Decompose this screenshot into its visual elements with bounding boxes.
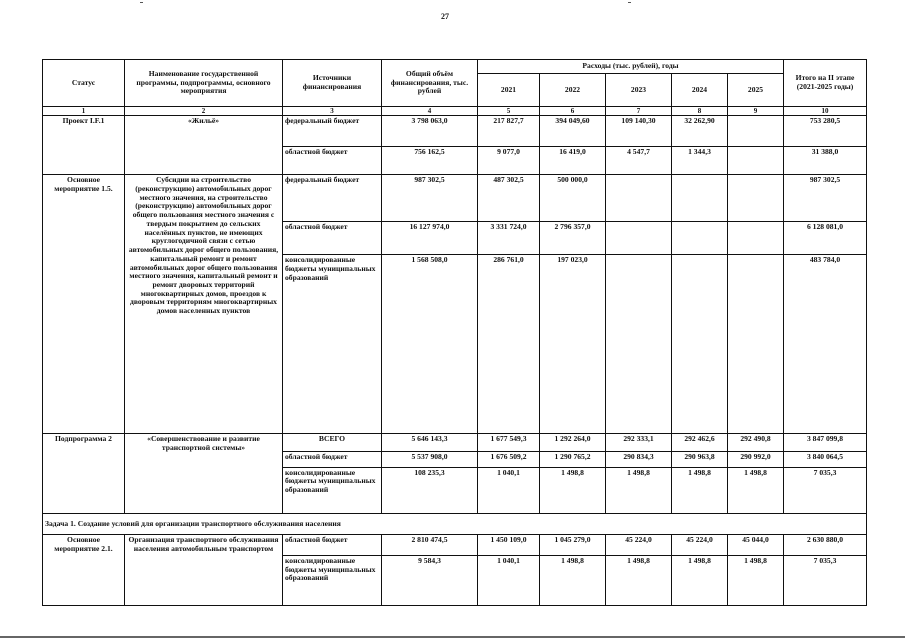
row-total: 1 568 508,0 [382,255,478,434]
row-2023: 290 834,3 [606,451,672,467]
row-2024: 290 963,8 [672,451,728,467]
row-2023 [606,222,672,255]
row-2022: 16 419,0 [540,147,606,175]
row-2022: 2 796 357,0 [540,222,606,255]
row-total: 987 302,5 [382,175,478,222]
row-2024: 1 498,8 [672,555,728,605]
row-2025 [728,255,784,434]
row-stage-total: 3 840 064,5 [784,451,867,467]
financing-table [42,59,867,606]
row-2025 [728,175,784,222]
row-2024: 292 462,6 [672,434,728,452]
row-stage-total: 6 128 081,0 [784,222,867,255]
page-number: 27 [441,12,449,21]
row-2021: 9 077,0 [478,147,540,175]
header-year-2021: 2021 [478,74,540,107]
row-source: областной бюджет [283,147,382,175]
col-number: 1 [43,107,125,116]
row-2024: 1 498,8 [672,467,728,514]
row-total: 3 798 063,0 [382,116,478,147]
row-2022: 1 498,8 [540,555,606,605]
row-stage-total: 3 847 099,8 [784,434,867,452]
row-source: консолидированные бюджеты муниципальных образований [283,555,382,605]
row-stage-total: 483 784,0 [784,255,867,434]
row-2021: 487 302,5 [478,175,540,222]
row-2024 [672,255,728,434]
header-sources: Источники финансирования [283,60,382,107]
row-2023: 109 140,30 [606,116,672,147]
row-total: 9 584,3 [382,555,478,605]
header-year-2024: 2024 [672,74,728,107]
row-name: Организация транспортного обслуживания населения автомобильным транспортом [125,535,283,606]
row-total: 5 537 908,0 [382,451,478,467]
row-2022: 394 049,60 [540,116,606,147]
header-name: Наименование государственной программы, подпрограммы, основного мероприятия [125,60,283,107]
task-heading: Задача 1. Создание условий для организации транспортного обслуживания населения [43,514,867,535]
col-number: 2 [125,107,283,116]
col-number: 6 [540,107,606,116]
row-2025: 1 498,8 [728,467,784,514]
row-source: областной бюджет [283,451,382,467]
row-status: Основное мероприятие 1.5. [43,175,125,434]
table-row [43,116,867,147]
scan-edge-line [0,636,905,638]
row-stage-total: 7 035,3 [784,555,867,605]
row-status: Основное мероприятие 2.1. [43,535,125,606]
table-row [43,175,867,222]
row-2023: 45 224,0 [606,535,672,556]
row-2023: 1 498,8 [606,467,672,514]
row-source: областной бюджет [283,535,382,556]
row-2023: 4 547,7 [606,147,672,175]
row-2023 [606,175,672,222]
row-stage-total: 31 388,0 [784,147,867,175]
row-stage-total: 987 302,5 [784,175,867,222]
row-status: Подпрограмма 2 [43,434,125,514]
row-stage-total: 2 630 880,0 [784,535,867,556]
row-2025 [728,116,784,147]
col-number: 10 [784,107,867,116]
row-2025: 45 044,0 [728,535,784,556]
row-source: областной бюджет [283,222,382,255]
row-stage-total: 7 035,3 [784,467,867,514]
row-2023: 292 333,1 [606,434,672,452]
row-2025: 290 992,0 [728,451,784,467]
header-total: Общий объём финансирования, тыс. рублей [382,60,478,107]
row-2021: 1 040,1 [478,467,540,514]
row-total: 16 127 974,0 [382,222,478,255]
row-2024 [672,222,728,255]
row-2021: 286 761,0 [478,255,540,434]
row-2024: 45 224,0 [672,535,728,556]
row-2024 [672,175,728,222]
col-number: 9 [728,107,784,116]
col-number: 4 [382,107,478,116]
col-number: 8 [672,107,728,116]
header-stage-total: Итого на II этапе (2021-2025 годы) [784,60,867,107]
header-year-2023: 2023 [606,74,672,107]
row-2022: 197 023,0 [540,255,606,434]
row-2022: 1 292 264,0 [540,434,606,452]
row-total: 5 646 143,3 [382,434,478,452]
row-stage-total: 753 280,5 [784,116,867,147]
row-2025: 1 498,8 [728,555,784,605]
row-name: Субсидии на строительство (реконструкцию) автомобильных дорог местного значения, на строительство (реконструкцию) автомобильных дорог общего пользования местного значения с твердым покрытием до сельских населённых пунктов, не имеющих круглогодичной связи с сетью автомобильных дорог общего пользования, капитальный ремонт и ремонт автомобильных дорог общего пользования местного значения, капитальный ремонт и ремонт дворовых территорий многоквартирных домов, проездов к дворовым территориям многоквартирных домов населенных пунктов [125,175,283,434]
row-2021: 3 331 724,0 [478,222,540,255]
row-name: «Совершенствование и развитие транспортной системы» [125,434,283,514]
row-total: 756 162,5 [382,147,478,175]
row-2022: 500 000,0 [540,175,606,222]
row-2021: 1 450 109,0 [478,535,540,556]
header-year-2022: 2022 [540,74,606,107]
row-2021: 1 040,1 [478,555,540,605]
row-2021: 1 677 549,3 [478,434,540,452]
col-number: 3 [283,107,382,116]
row-2025: 292 490,8 [728,434,784,452]
row-source: федеральный бюджет [283,116,382,147]
row-name: «Жильё» [125,116,283,175]
row-2025 [728,222,784,255]
table-row [43,514,867,535]
row-source: консолидированные бюджеты муниципальных образований [283,255,382,434]
row-total: 2 810 474,5 [382,535,478,556]
row-2024: 1 344,3 [672,147,728,175]
row-total: 108 235,3 [382,467,478,514]
header-status: Статус [43,60,125,107]
col-number: 5 [478,107,540,116]
header-year-2025: 2025 [728,74,784,107]
row-2025 [728,147,784,175]
header-expenses: Расходы (тыс. рублей), годы [478,60,784,74]
row-2021: 1 676 509,2 [478,451,540,467]
row-2023 [606,255,672,434]
scan-speck [140,2,143,3]
row-2024: 32 262,90 [672,116,728,147]
row-source: консолидированные бюджеты муниципальных образований [283,467,382,514]
row-2021: 217 827,7 [478,116,540,147]
row-2022: 1 498,8 [540,467,606,514]
table-row [43,535,867,556]
row-2022: 1 045 279,0 [540,535,606,556]
row-2023: 1 498,8 [606,555,672,605]
col-number: 7 [606,107,672,116]
scan-speck [628,2,631,3]
row-source: федеральный бюджет [283,175,382,222]
row-status: Проект I.F.1 [43,116,125,175]
row-2022: 1 290 765,2 [540,451,606,467]
table-row [43,434,867,452]
row-source: ВСЕГО [283,434,382,452]
